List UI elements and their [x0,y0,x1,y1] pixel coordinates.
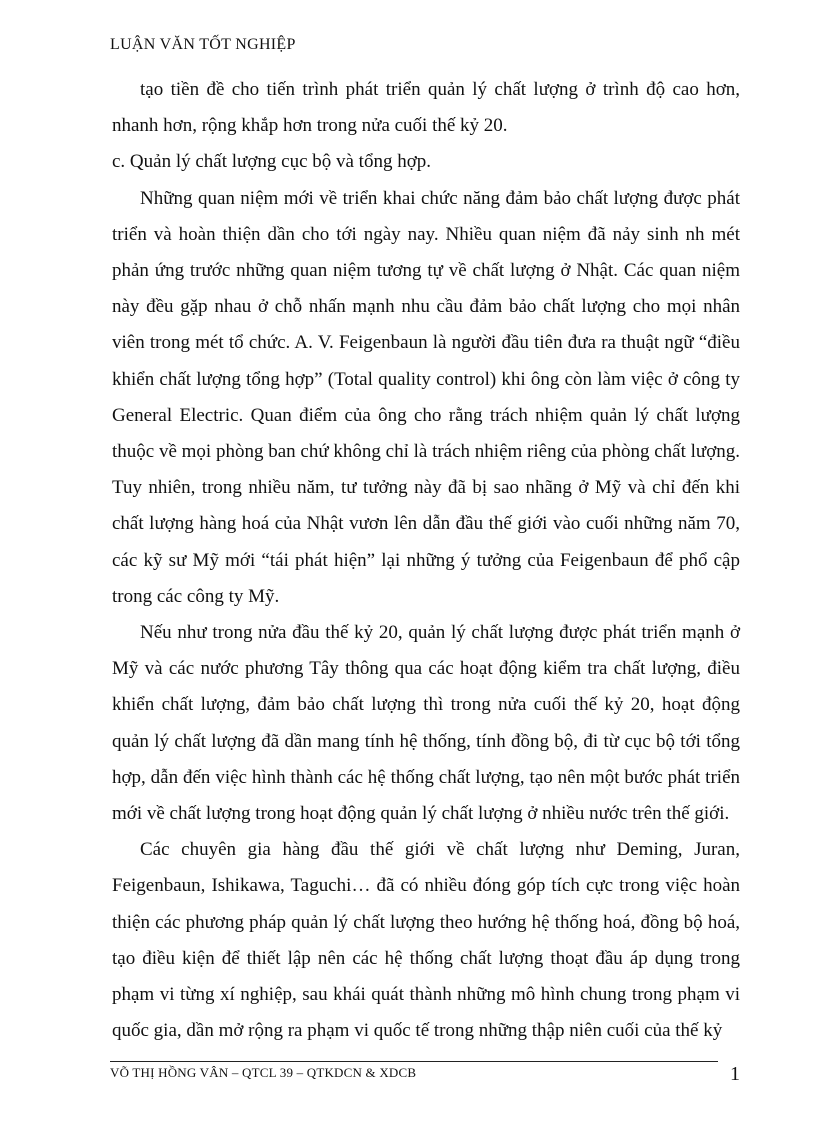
page-number: 1 [730,1063,740,1085]
page-header-title: LUẬN VĂN TỐT NGHIỆP [110,36,296,53]
footer-author: VÕ THỊ HỒNG VÂN – QTCL 39 – QTKDCN & XDCB [110,1065,417,1080]
footer-divider [110,1061,718,1062]
paragraph-experts: Các chuyên gia hàng đầu thế giới về chất lượng như Deming, Juran, Feigenbaun, Ishikawa, Taguchi… đã có nhiều đóng góp tích cực trong việc hoàn thiện các phương pháp quản lý chất lượng theo hướng hệ thống hoá, đồng bộ hoá, tạo điều kiện để thiết lập nên các hệ thống chất lượng thoạt đầu áp dụng trong phạm vi từng xí nghiệp, sau khái quát thành những mô hình chung trong phạm vi quốc gia, dần mở rộng ra phạm vi quốc tế trong những thập niên cuối của thế kỷ [112,839,740,1042]
document-body [112,72,740,1049]
paragraph-us-west-development: Nếu như trong nửa đầu thế kỷ 20, quản lý chất lượng được phát triển mạnh ở Mỹ và các nước phương Tây thông qua các hoạt động kiểm tra chất lượng, điều khiển chất lượng, đảm bảo chất lượng thì trong nửa cuối thế kỷ 20, hoạt động quản lý chất lượng đã dần mang tính hệ thống, tính đồng bộ, đi từ cục bộ tới tổng hợp, dẫn đến việc hình thành các hệ thống chất lượng, tạo nên một bước phát triển mới về chất lượng trong hoạt động quản lý chất lượng ở nhiều nước trên thế giới. [112,622,740,825]
section-heading: c. Quản lý chất lượng cục bộ và tổng hợp. [112,151,432,173]
paragraph-continuation: tạo tiền đề cho tiến trình phát triển quản lý chất lượng ở trình độ cao hơn, nhanh hơn, rộng khắp hơn trong nửa cuối thế kỷ 20. [112,79,740,137]
paragraph-quality-concepts: Những quan niệm mới về triển khai chức năng đảm bảo chất lượng được phát triển và hoàn thiện dần cho tới ngày nay. Nhiều quan niệm đã nảy sinh nh mét phản ứng trước những quan niệm tương tự về chất lượng ở Nhật. Các quan niệm này đều gặp nhau ở chỗ nhấn mạnh nhu cầu đảm bảo chất lượng cho mọi nhân viên trong mét tổ chức. A. V. Feigenbaun là người đầu tiên đưa ra thuật ngữ “điều khiển chất lượng tổng hợp” (Total quality control) khi ông còn làm việc ở công ty General Electric. Quan điểm của ông cho rằng trách nhiệm quản lý chất lượng thuộc về mọi phòng ban chứ không chỉ là trách nhiệm riêng của phòng chất lượng. Tuy nhiên, trong nhiều năm, tư tưởng này đã bị sao nhãng ở Mỹ và chỉ đến khi chất lượng hàng hoá của Nhật vươn lên dẫn đầu thế giới vào cuối những năm 70, các kỹ sư Mỹ mới “tái phát hiện” lại những ý tưởng của Feigenbaun để phổ cập trong các công ty Mỹ. [112,187,740,607]
